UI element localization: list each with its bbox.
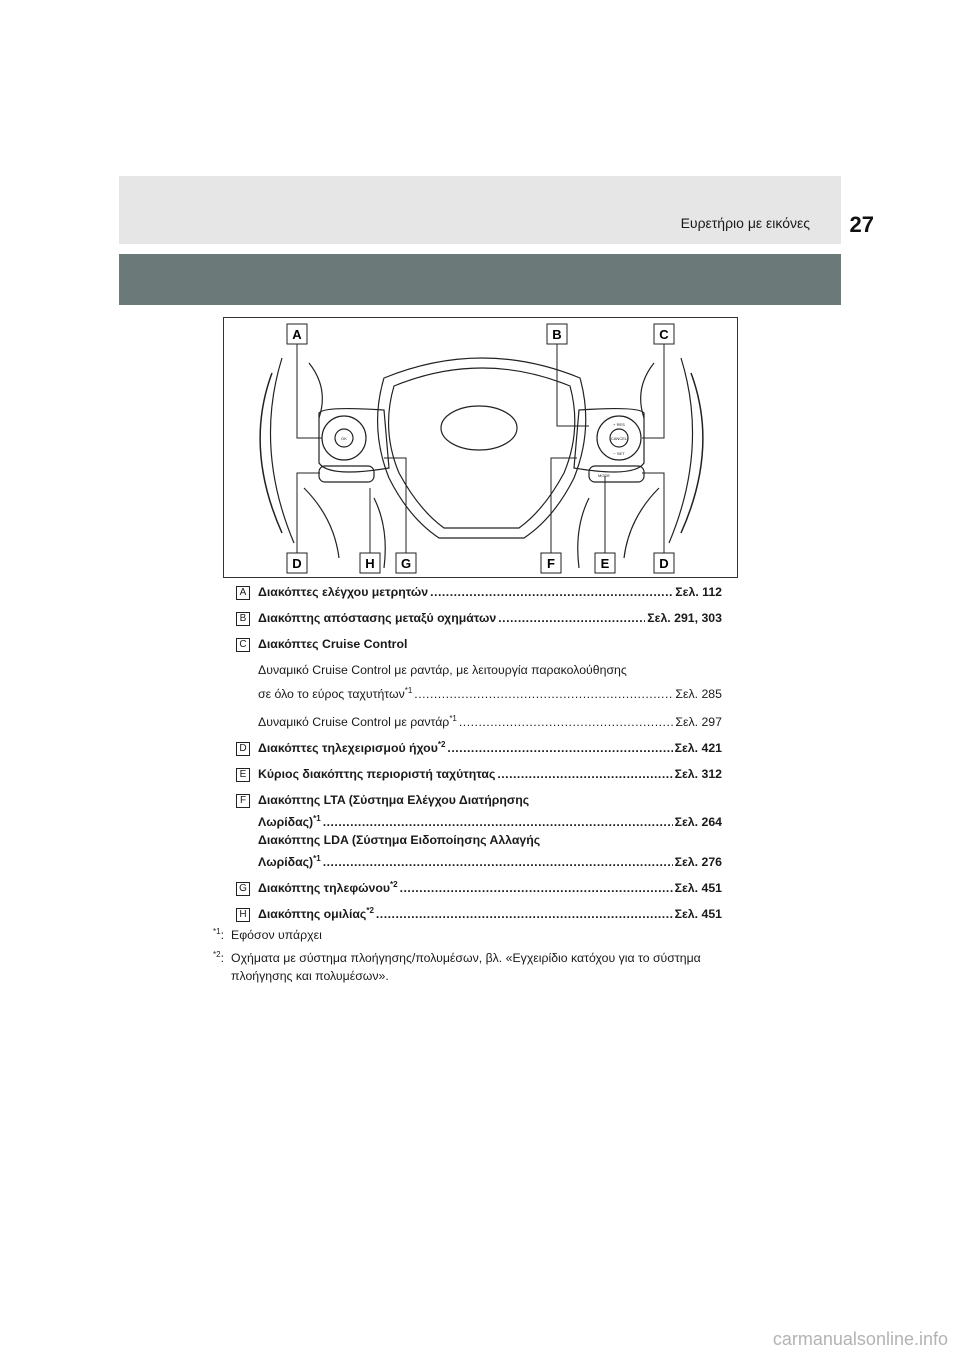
legend-entry-h bbox=[236, 905, 722, 923]
callout-h: H bbox=[365, 556, 375, 571]
cancel-button-label: CANCEL bbox=[610, 436, 628, 441]
callout-c: C bbox=[659, 327, 669, 342]
callout-a: A bbox=[292, 327, 302, 342]
entry-h-ref: Σελ. 451 bbox=[674, 907, 722, 921]
entry-f-line2-ref: Σελ. 276 bbox=[674, 855, 722, 869]
legend-entry-d bbox=[236, 739, 722, 757]
badge-d: D bbox=[236, 742, 250, 756]
entry-e-label: Κύριος διακόπτης περιοριστή ταχύτητας bbox=[258, 767, 496, 781]
page-title: Ευρετήριο με εικόνες bbox=[680, 215, 810, 231]
entry-c-sub2-label: Δυναμικό Cruise Control με ραντάρ bbox=[258, 715, 450, 729]
entry-g-ref: Σελ. 451 bbox=[674, 881, 722, 895]
legend-entry-g bbox=[236, 879, 722, 897]
entry-f-line1-sup: *1 bbox=[313, 814, 321, 823]
mode-button-label: MODE bbox=[598, 473, 610, 478]
entry-g-sup: *2 bbox=[390, 880, 398, 889]
callout-f: F bbox=[547, 556, 555, 571]
footnote-1-text: Εφόσον υπάρχει bbox=[231, 928, 322, 942]
entry-c-sub1-label: σε όλο το εύρος ταχυτήτων bbox=[258, 687, 405, 701]
badge-h: H bbox=[236, 908, 250, 922]
page-number: 27 bbox=[849, 212, 874, 237]
set-button-label: − SET bbox=[613, 451, 625, 456]
callout-d-right: D bbox=[659, 556, 669, 571]
entry-h-label: Διακόπτης ομιλίας bbox=[258, 907, 367, 921]
legend-list bbox=[236, 583, 722, 923]
badge-b: B bbox=[236, 612, 250, 626]
badge-a: A bbox=[236, 586, 250, 600]
legend-entry-b bbox=[236, 609, 722, 627]
legend-entry-c bbox=[236, 635, 722, 731]
entry-e-ref: Σελ. 312 bbox=[674, 767, 722, 781]
entry-h-sup: *2 bbox=[366, 906, 374, 915]
steering-wheel-illustration bbox=[224, 318, 739, 579]
steering-wheel-figure bbox=[223, 317, 738, 578]
entry-c-sub1-sup: *1 bbox=[404, 686, 413, 695]
entry-d-label: Διακόπτες τηλεχειρισμού ήχου bbox=[258, 741, 438, 755]
section-bar bbox=[119, 254, 841, 305]
callout-b: B bbox=[552, 327, 562, 342]
legend-entry-a bbox=[236, 583, 722, 601]
entry-f-line2-sup: *1 bbox=[313, 854, 321, 863]
res-button-label: + RES bbox=[613, 422, 625, 427]
footnote-2-text: Οχήματα με σύστημα πλοήγησης/πολυμέσων, βλ. «Εγχειρίδιο κατόχου για το σύστημα πλοήγησης και πολυμέσων». bbox=[231, 951, 701, 983]
entry-d-ref: Σελ. 421 bbox=[674, 741, 722, 755]
badge-c: C bbox=[236, 638, 250, 652]
badge-e: E bbox=[236, 768, 250, 782]
footnote-2: $^{*2}$: Οχήματα με σύστημα πλοήγησης/πολυμέσων, βλ. «Εγχειρίδιο κατόχου για το σύστημα πλοήγησης και πολυμέσων». bbox=[213, 949, 725, 985]
entry-f-line2-label: Λωρίδας) bbox=[258, 855, 314, 869]
footnote-1-mark: *1 bbox=[213, 927, 221, 936]
entry-b-ref: Σελ. 291, 303 bbox=[647, 611, 722, 625]
callout-d-left: D bbox=[292, 556, 302, 571]
legend-entry-e bbox=[236, 765, 722, 783]
entry-c-sub1-ref: Σελ. 285 bbox=[675, 687, 722, 701]
entry-f-line2-pre: Διακόπτης LDA (Σύστημα Ειδοποίησης Αλλαγής bbox=[258, 833, 541, 847]
entry-g-label: Διακόπτης τηλεφώνου bbox=[258, 881, 391, 895]
badge-g: G bbox=[236, 882, 250, 896]
callout-g: G bbox=[400, 556, 412, 571]
footnotes bbox=[213, 926, 725, 990]
entry-c-sub2-sup: *1 bbox=[449, 714, 457, 723]
legend-entry-f bbox=[236, 791, 722, 871]
entry-c-sub2-ref: Σελ. 297 bbox=[675, 715, 722, 729]
entry-c-title: Διακόπτες Cruise Control bbox=[258, 637, 408, 651]
watermark: carmanualsonline.info bbox=[772, 1329, 948, 1349]
entry-b-label: Διακόπτης απόστασης μεταξύ οχημάτων bbox=[258, 611, 497, 625]
footnote-1: $^{*1}$: Εφόσον υπάρχει bbox=[213, 927, 322, 942]
footnote-2-mark: *2 bbox=[213, 950, 221, 959]
entry-c-sub1-pre: Δυναμικό Cruise Control με ραντάρ, με λειτουργία παρακολούθησης bbox=[258, 663, 627, 677]
badge-f: F bbox=[236, 794, 250, 808]
entry-a-ref: Σελ. 112 bbox=[675, 585, 722, 599]
ok-button-label: OK bbox=[341, 436, 347, 441]
entry-d-sup: *2 bbox=[437, 740, 446, 749]
entry-f-line1-label: Λωρίδας) bbox=[258, 815, 314, 829]
header-band bbox=[119, 176, 841, 244]
entry-f-line1-pre: Διακόπτης LTA (Σύστημα Ελέγχου Διατήρησης bbox=[258, 793, 530, 807]
entry-f-line1-ref: Σελ. 264 bbox=[674, 815, 722, 829]
entry-a-label: Διακόπτες ελέγχου μετρητών bbox=[258, 585, 429, 599]
callout-e: E bbox=[600, 556, 610, 571]
